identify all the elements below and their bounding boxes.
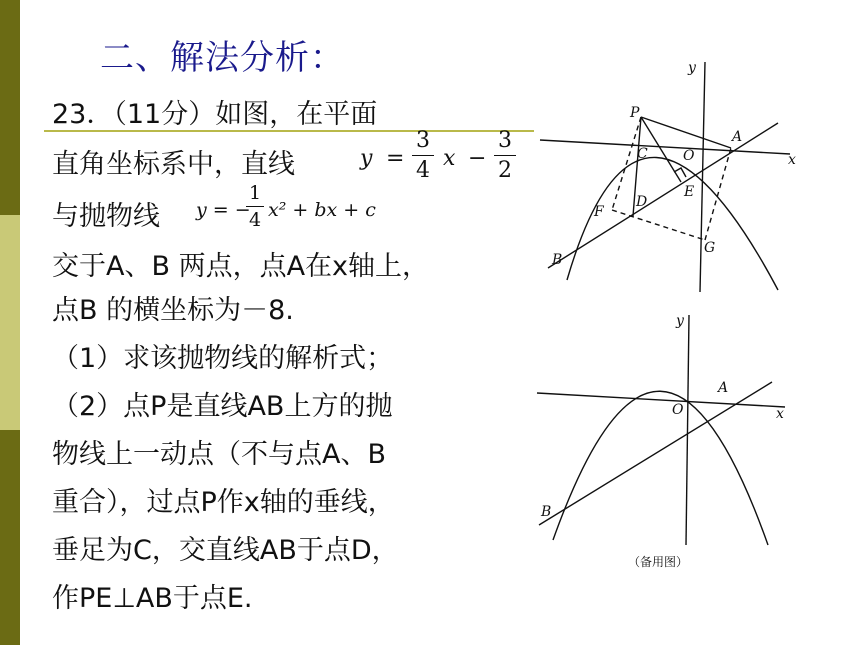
fig2-parabola — [553, 391, 768, 545]
fig1-label-d: D — [636, 194, 648, 210]
parabola-fraction — [246, 182, 264, 231]
fig1-segment-pa — [641, 117, 731, 148]
fig1-y-axis — [700, 62, 705, 292]
fig2-label-b: B — [541, 504, 552, 520]
fig2-label-o: O — [672, 402, 684, 418]
fig1-line-ab — [548, 123, 778, 268]
formula-y: y — [360, 146, 373, 171]
problem-line-4: 交于A、B 两点，点A在x轴上， — [52, 251, 430, 282]
fig1-x-axis — [540, 140, 790, 154]
formula-x: x — [443, 146, 456, 171]
fig1-label-c: C — [637, 146, 648, 162]
problem-line-7: （2）点P是直线AB上方的抛 — [52, 391, 393, 422]
fig1-label-p: P — [630, 105, 640, 121]
parabola-lhs: y = − — [196, 199, 251, 221]
fraction-bar — [494, 155, 516, 156]
coef-denominator: 4 — [416, 158, 430, 183]
fig1-dashed-fg — [612, 210, 705, 240]
fig1-label-e: E — [684, 184, 695, 200]
parabola-numerator: 1 — [248, 182, 262, 204]
formula-coef-fraction — [412, 128, 434, 183]
problem-line-1: 23．（11分）如图，在平面 — [52, 99, 378, 130]
const-numerator: 3 — [498, 128, 512, 153]
fig2-x-axis — [537, 393, 785, 407]
fig2-caption: （备用图） — [628, 555, 689, 569]
fig2-label-a: A — [718, 380, 729, 396]
fig1-label-g: G — [704, 240, 716, 256]
figure-2-diagram — [530, 310, 830, 580]
slide-title: 二、解法分析： — [100, 38, 345, 78]
left-bar-dark-top — [0, 0, 20, 215]
fig1-dashed-ga — [705, 148, 731, 240]
formula-eq: = — [386, 146, 405, 171]
figure-1-diagram — [530, 55, 830, 300]
problem-line-10: 垂足为C，交直线AB于点D， — [52, 535, 399, 566]
fig1-label-x: x — [788, 152, 796, 168]
fig1-label-f: F — [594, 204, 604, 220]
fig2-label-x: x — [776, 406, 784, 422]
const-denominator: 2 — [498, 158, 512, 183]
fig2-y-axis — [686, 315, 689, 545]
problem-line-9: 重合），过点P作x轴的垂线， — [52, 487, 395, 518]
problem-line-2: 直角坐标系中，直线 — [52, 149, 295, 180]
left-bar-light — [0, 215, 20, 430]
fig2-label-y: y — [676, 313, 684, 329]
problem-line-5: 点B 的横坐标为－8. — [52, 295, 294, 326]
fraction-bar — [246, 206, 264, 207]
fig1-parabola — [567, 157, 778, 290]
fig1-label-o: O — [683, 148, 695, 164]
fig2-line-ab — [539, 382, 772, 525]
parabola-denominator: 4 — [248, 209, 262, 231]
left-bar-dark-bottom — [0, 430, 20, 645]
formula-const-fraction — [494, 128, 516, 183]
problem-line-3: 与抛物线 — [52, 201, 160, 232]
problem-line-11: 作PE⊥AB于点E. — [52, 583, 253, 614]
fraction-bar — [412, 155, 434, 156]
problem-line-8: 物线上一动点（不与点A、B — [52, 439, 386, 470]
fig1-label-b: B — [552, 252, 563, 268]
fig1-label-a: A — [732, 129, 743, 145]
coef-numerator: 3 — [416, 128, 430, 153]
formula-minus: − — [468, 146, 487, 171]
parabola-rhs: x² + bx + c — [268, 199, 376, 221]
problem-line-6: （1）求该抛物线的解析式； — [52, 343, 394, 374]
fig1-label-y: y — [688, 60, 696, 76]
